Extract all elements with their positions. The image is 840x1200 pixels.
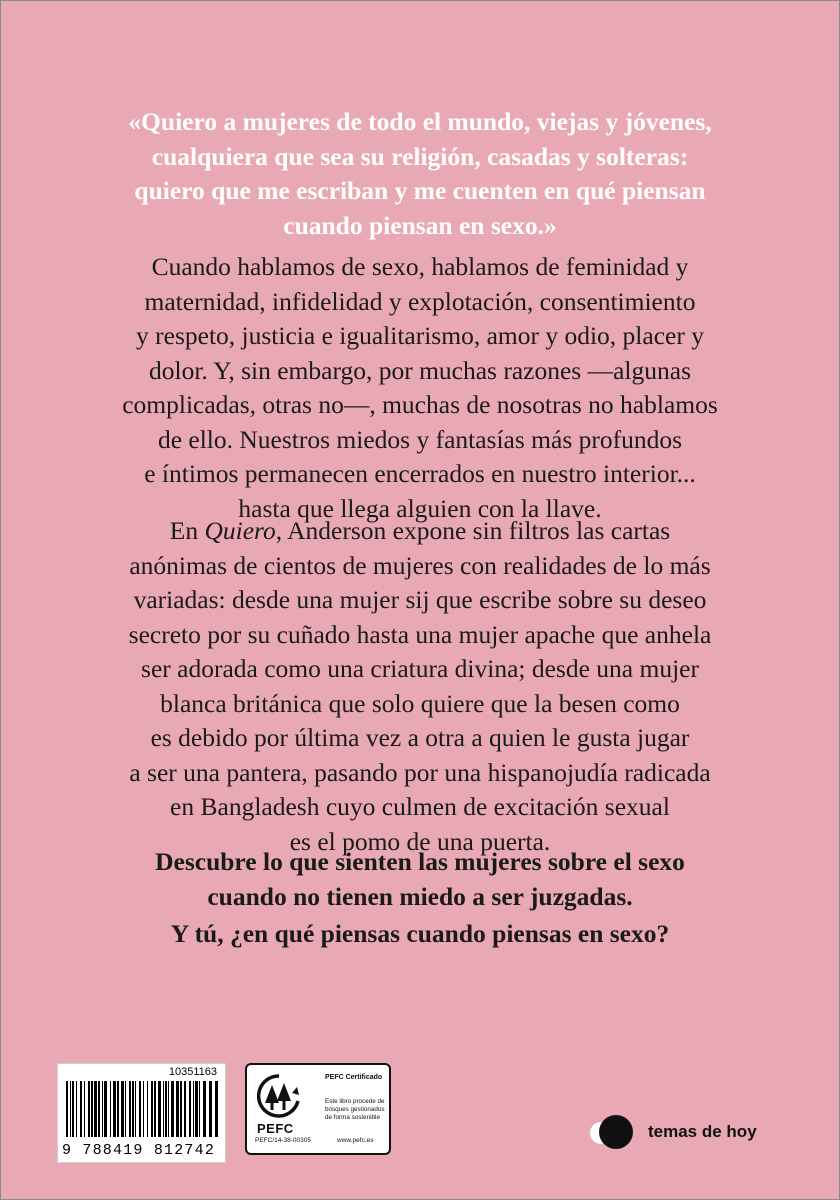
blurb-line: y respeto, justicia e igualitarismo, amor y odio, placer y xyxy=(136,321,704,350)
barcode-bar xyxy=(70,1081,71,1137)
barcode-bar xyxy=(158,1081,161,1137)
barcode-bar xyxy=(84,1081,85,1137)
tagline-line: cuando no tienen miedo a ser juzgadas. xyxy=(207,881,633,911)
blurb-line xyxy=(40,514,800,549)
barcode-bar xyxy=(151,1081,153,1137)
barcode-bar xyxy=(163,1081,164,1137)
blurb-line: Cuando hablamos de sexo, hablamos de feminidad y xyxy=(151,252,689,281)
pefc-title: PEFC Certificado xyxy=(325,1074,383,1081)
blurb-line: e íntimos permanecen encerrados en nuestro interior... xyxy=(144,459,696,488)
barcode-bar xyxy=(209,1081,212,1137)
barcode-bar xyxy=(135,1081,136,1137)
blurb-line: secreto por su cuñado hasta una mujer apache que anhela xyxy=(128,619,712,649)
barcode-bar xyxy=(72,1081,74,1137)
barcode-bar xyxy=(129,1081,131,1137)
barcode-digits: 9 788419 812742 xyxy=(62,1142,216,1159)
barcode-bar xyxy=(139,1081,141,1137)
quote-line: cualquiera que sea su religión, casadas y solteras: xyxy=(151,141,689,171)
barcode-bar xyxy=(203,1081,206,1137)
tagline-line: Descubre lo que sienten las mujeres sobre el sexo xyxy=(155,847,685,876)
barcode-bar xyxy=(147,1081,148,1137)
barcode-bar xyxy=(195,1081,198,1137)
pefc-tree-icon xyxy=(257,1073,301,1119)
tagline-1 xyxy=(40,845,800,914)
blurb-prefix: En xyxy=(169,516,205,545)
barcode-bar xyxy=(189,1081,191,1137)
barcode-bar xyxy=(110,1081,111,1137)
blurb-line: variadas: desde una mujer sij que escribe sobre su deseo xyxy=(133,585,707,614)
barcode-bar xyxy=(199,1081,200,1137)
barcode-bar xyxy=(121,1081,124,1137)
barcode-bar xyxy=(193,1081,194,1137)
blurb-line: dolor. Y, sin embargo, por muchas razones —algunas xyxy=(148,355,691,385)
barcode-bar xyxy=(132,1081,134,1137)
pefc-web: www.pefc.es xyxy=(337,1137,374,1144)
tagline-2 xyxy=(40,917,800,952)
barcode-bar xyxy=(117,1081,119,1137)
barcode-bar xyxy=(91,1081,93,1137)
pefc-id: PEFC/14-38-00305 xyxy=(255,1137,312,1144)
blurb-line: ser adorada como una criatura divina; desde una mujer xyxy=(141,654,699,683)
quote-line: quiero que me escriban y me cuenten en qué piensan xyxy=(134,176,706,205)
back-cover-quote xyxy=(40,105,800,243)
blurb-line: a ser una pantera, pasando por una hispanojudía radicada xyxy=(129,757,711,787)
barcode-bar xyxy=(180,1081,182,1137)
barcode-bar xyxy=(98,1081,100,1137)
barcode-bars xyxy=(64,1081,220,1137)
blurb-line: en Bangladesh cuyo culmen de excitación sexual xyxy=(170,792,670,821)
blurb-paragraph-1 xyxy=(40,250,800,526)
barcode-bar xyxy=(168,1081,169,1137)
barcode-bar xyxy=(165,1081,167,1137)
blurb-line: es debido por última vez a otra a quien le gusta jugar xyxy=(150,723,690,752)
blurb-suffix: , Anderson expone sin filtros las cartas xyxy=(275,516,671,545)
blurb-paragraph-2 xyxy=(40,514,800,859)
barcode-bar xyxy=(76,1081,77,1137)
blurb-line: complicadas, otras no—, muchas de nosotras no hablamos xyxy=(122,390,718,419)
blurb-line: es el pomo de una puerta. xyxy=(289,826,551,856)
quote-line: «Quiero a mujeres de todo el mundo, viejas y jóvenes, xyxy=(128,107,712,136)
barcode-bar xyxy=(215,1081,218,1137)
pefc-certification xyxy=(245,1063,391,1155)
barcode-bar xyxy=(80,1081,82,1137)
quote-line: cuando piensan en sexo.» xyxy=(283,210,557,240)
blurb-line: anónimas de cientos de mujeres con realidades de lo más xyxy=(129,550,711,580)
blurb-line: de ello. Nuestros miedos y fantasías más profundos xyxy=(157,424,683,454)
barcode-bar xyxy=(176,1081,179,1137)
publisher-black-dot-icon xyxy=(599,1115,633,1149)
blurb-line: hasta que llega alguien con la llave. xyxy=(238,493,602,523)
barcode-bar xyxy=(154,1081,156,1137)
barcode-code: 10351163 xyxy=(168,1066,217,1078)
barcode-bar xyxy=(94,1081,97,1137)
barcode-bar xyxy=(125,1081,126,1137)
barcode-bar xyxy=(184,1081,186,1137)
pefc-description: Este libro procede de bosques gestionados de forma sostenible xyxy=(325,1098,385,1121)
barcode-bar xyxy=(171,1081,174,1137)
publisher-name: temas de hoy xyxy=(648,1122,757,1141)
book-title: Quiero xyxy=(204,516,276,545)
barcode-bar xyxy=(102,1081,103,1137)
barcode-bar xyxy=(104,1081,107,1137)
blurb-line: maternidad, infidelidad y explotación, consentimiento xyxy=(144,286,696,316)
tagline-line: Y tú, ¿en qué piensas cuando piensas en sexo? xyxy=(170,919,670,948)
pefc-word: PEFC xyxy=(257,1121,294,1136)
barcode-bar xyxy=(66,1081,68,1137)
barcode-bar xyxy=(88,1081,90,1137)
barcode-bar xyxy=(113,1081,116,1137)
barcode xyxy=(57,1063,226,1163)
barcode-bar xyxy=(143,1081,144,1137)
publisher-logo xyxy=(588,1113,788,1157)
blurb-line: blanca británica que solo quiere que la besen como xyxy=(160,688,680,718)
